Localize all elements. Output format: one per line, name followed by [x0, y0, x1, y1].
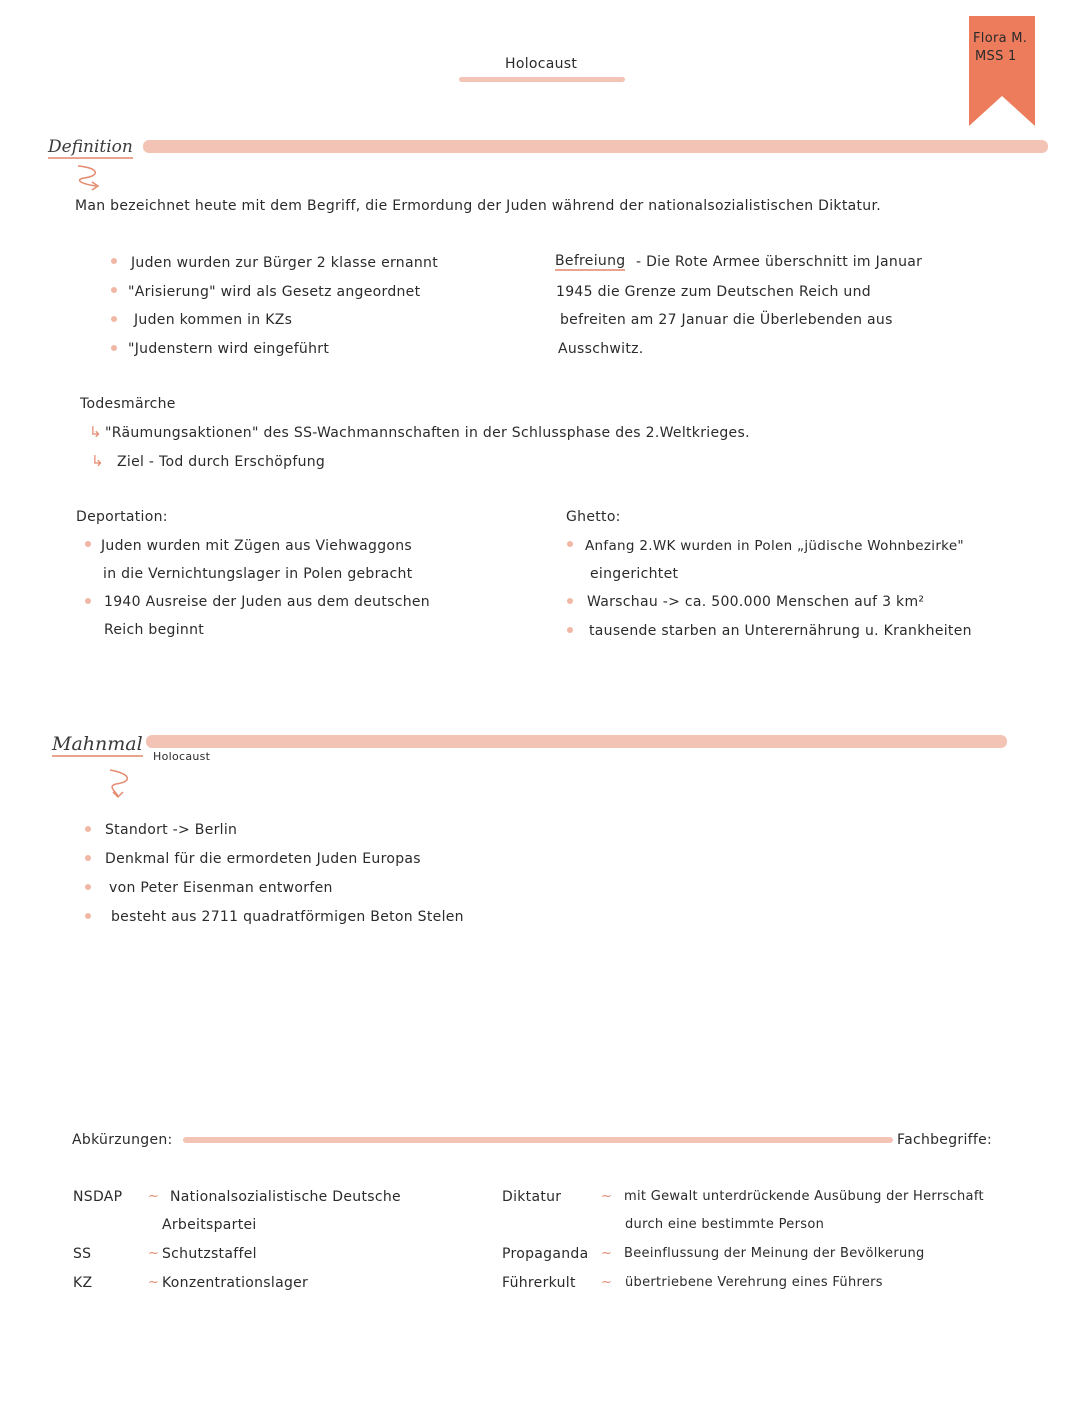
befreiung-line-1: - Die Rote Armee überschnitt im Januar [636, 254, 923, 270]
bullet-dot [85, 598, 91, 604]
tilde-icon: ~ [601, 1275, 612, 1290]
mahnmal-bullet-3: von Peter Eisenman entworfen [109, 880, 333, 896]
abbr-ss-meaning: Schutzstaffel [162, 1246, 257, 1262]
page-title: Holocaust [505, 56, 578, 72]
curved-arrow-icon [70, 162, 110, 192]
mahnmal-bullet-4: besteht aus 2711 quadratförmigen Beton Stelen [111, 909, 464, 925]
term-diktatur: Diktatur [502, 1189, 562, 1205]
befreiung-label: Befreiung [555, 253, 626, 269]
term-propaganda-meaning: Beeinflussung der Meinung der Bevölkerung [624, 1246, 925, 1261]
bullet-dot [111, 345, 117, 351]
return-arrow-icon: ↳ [91, 452, 104, 470]
befreiung-line-4: Ausschwitz. [558, 341, 644, 357]
deportation-bullet-1-line-1: Juden wurden mit Zügen aus Viehwaggons [101, 538, 413, 554]
return-arrow-icon: ↳ [89, 423, 102, 441]
abbr-nsdap: NSDAP [73, 1189, 123, 1205]
abbreviations-bar [183, 1137, 893, 1143]
mahnmal-subheading: Holocaust [153, 750, 211, 763]
curved-arrow-icon [104, 766, 140, 800]
mahnmal-bullet-1: Standort -> Berlin [105, 822, 238, 838]
bullet-dot [85, 913, 91, 919]
bullet-dot [567, 541, 573, 547]
mahnmal-bullet-2: Denkmal für die ermordeten Juden Europas [105, 851, 421, 867]
deportation-bullet-1-line-2: in die Vernichtungslager in Polen gebracht [103, 566, 413, 582]
tilde-icon: ~ [148, 1246, 159, 1261]
definition-text: Man bezeichnet heute mit dem Begriff, die Ermordung der Juden während der nationalsozialistischen Diktatur. [75, 198, 881, 214]
bullet-dot [567, 627, 573, 633]
term-fuehrerkult: Führerkult [502, 1275, 576, 1291]
bullet-dot [85, 826, 91, 832]
ghetto-bullet-1-line-2: eingerichtet [590, 566, 679, 582]
abbr-ss: SS [73, 1246, 92, 1262]
tilde-icon: ~ [601, 1246, 612, 1261]
bullet-dot [111, 316, 117, 322]
abbr-nsdap-meaning-2: Arbeitspartei [162, 1217, 257, 1233]
abbr-kz: KZ [73, 1275, 93, 1291]
bullet-dot [85, 884, 91, 890]
tilde-icon: ~ [148, 1275, 159, 1290]
abbreviations-heading: Abkürzungen: [72, 1132, 173, 1148]
title-underline [459, 77, 625, 82]
todesmaersche-line-1: "Räumungsaktionen" des SS-Wachmannschaften in der Schlussphase des 2.Weltkrieges. [105, 425, 750, 441]
terms-heading: Fachbegriffe: [897, 1132, 993, 1148]
ghetto-heading: Ghetto: [566, 509, 621, 525]
mahnmal-bar [146, 735, 1007, 748]
mahnmal-heading: Mahnmal [52, 733, 143, 755]
definition-bullet-2: "Arisierung" wird als Gesetz angeordnet [128, 284, 421, 300]
deportation-heading: Deportation: [76, 509, 168, 525]
abbr-nsdap-meaning: Nationalsozialistische Deutsche [170, 1189, 401, 1205]
definition-bullet-4: "Judenstern wird eingeführt [128, 341, 330, 357]
definition-bullet-3: Juden kommen in KZs [134, 312, 293, 328]
befreiung-line-3: befreiten am 27 Januar die Überlebenden aus [560, 312, 893, 328]
bullet-dot [111, 258, 117, 264]
bullet-dot [85, 855, 91, 861]
author-name: Flora M. [973, 31, 1028, 46]
bullet-dot [85, 541, 91, 547]
term-fuehrerkult-meaning: übertriebene Verehrung eines Führers [625, 1275, 883, 1290]
ghetto-bullet-2: Warschau -> ca. 500.000 Menschen auf 3 km² [587, 594, 925, 610]
befreiung-line-2: 1945 die Grenze zum Deutschen Reich und [556, 284, 871, 300]
bullet-dot [111, 287, 117, 293]
definition-bullet-1: Juden wurden zur Bürger 2 klasse ernannt [131, 255, 438, 271]
deportation-bullet-2-line-2: Reich beginnt [104, 622, 205, 638]
tilde-icon: ~ [601, 1189, 612, 1204]
abbr-kz-meaning: Konzentrationslager [162, 1275, 309, 1291]
author-class: MSS 1 [975, 49, 1017, 64]
ghetto-bullet-3: tausende starben an Unterernährung u. Krankheiten [589, 623, 972, 639]
ghetto-bullet-1-line-1: Anfang 2.WK wurden in Polen „jüdische Wohnbezirke" [585, 538, 964, 554]
todesmaersche-heading: Todesmärche [80, 396, 176, 412]
term-propaganda: Propaganda [502, 1246, 589, 1262]
deportation-bullet-2-line-1: 1940 Ausreise der Juden aus dem deutschen [104, 594, 430, 610]
definition-bar [143, 140, 1048, 153]
todesmaersche-line-2: Ziel - Tod durch Erschöpfung [117, 454, 326, 470]
tilde-icon: ~ [148, 1189, 159, 1204]
term-diktatur-meaning-2: durch eine bestimmte Person [625, 1217, 825, 1232]
bullet-dot [567, 598, 573, 604]
term-diktatur-meaning: mit Gewalt unterdrückende Ausübung der Herrschaft [624, 1189, 984, 1204]
definition-heading: Definition [48, 137, 133, 157]
